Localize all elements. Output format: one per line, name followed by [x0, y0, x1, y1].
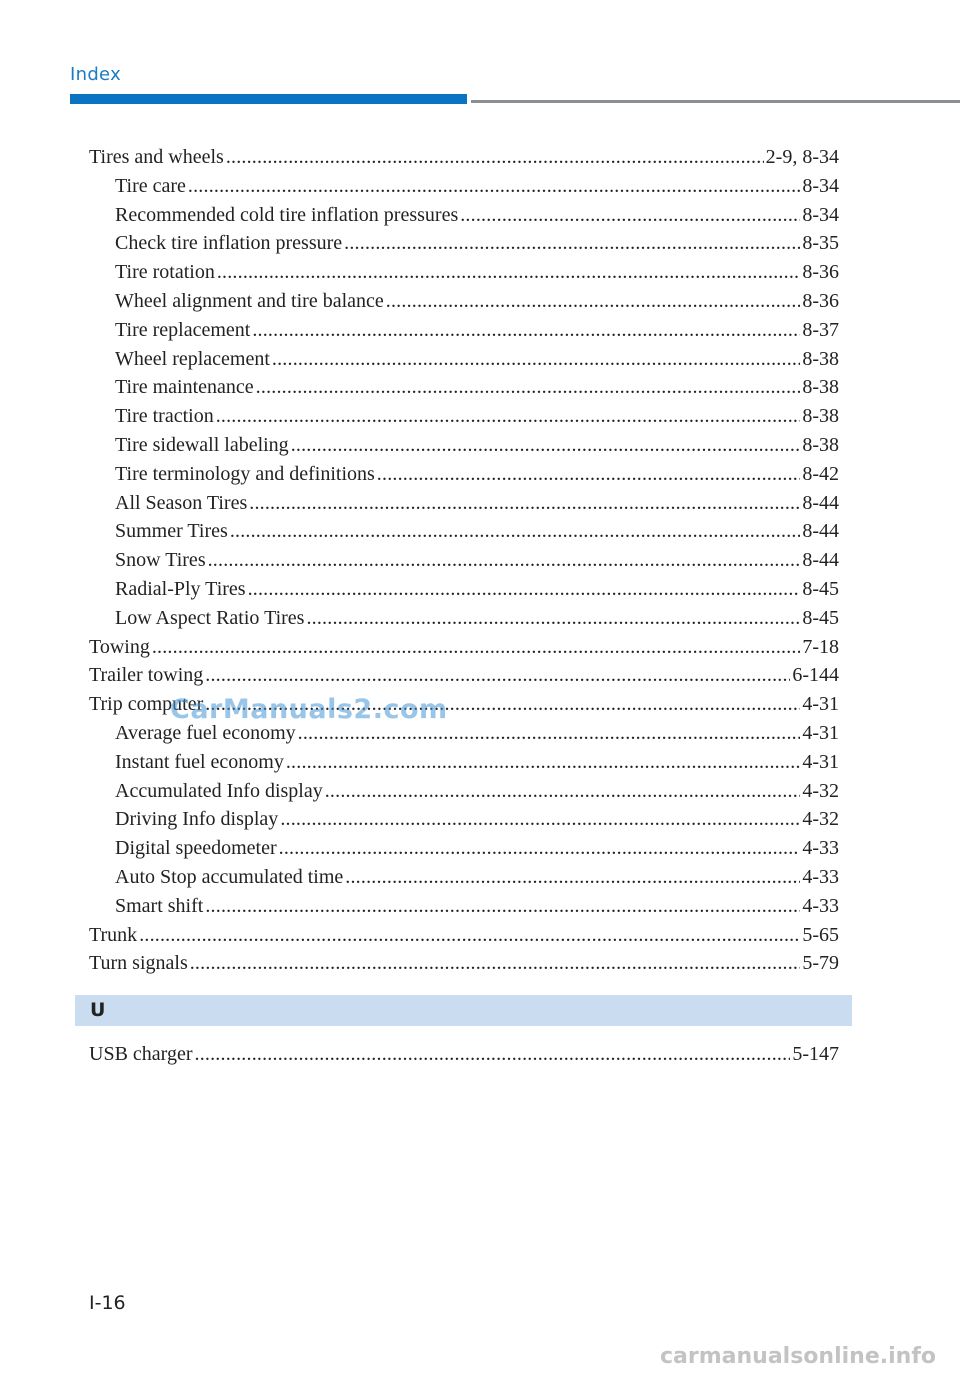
entry-label: Tire care	[115, 174, 186, 197]
index-entry	[89, 892, 839, 921]
leader-dots	[344, 229, 800, 258]
index-entry	[89, 546, 839, 575]
leader-dots	[208, 546, 801, 575]
leader-dots	[230, 517, 801, 546]
index-entry	[89, 172, 839, 201]
leader-dots	[386, 287, 801, 316]
index-entry	[89, 575, 839, 604]
entry-page: 4-32	[802, 808, 839, 831]
index-entry	[89, 777, 839, 806]
index-entry	[89, 604, 839, 633]
entry-label: Snow Tires	[115, 549, 206, 572]
entry-label: Tires and wheels	[89, 146, 224, 168]
entry-label: Tire maintenance	[115, 376, 254, 399]
index-entry	[89, 229, 839, 258]
leader-dots	[377, 460, 801, 489]
index-entry	[89, 201, 839, 230]
leader-dots	[205, 892, 800, 921]
index-entry	[89, 863, 839, 892]
entry-label: Digital speedometer	[115, 837, 277, 860]
index-entry	[89, 517, 839, 546]
entry-page: 4-32	[802, 779, 839, 802]
leader-dots	[286, 748, 800, 777]
header-bar-gray	[471, 100, 960, 103]
entry-label: Trailer towing	[89, 664, 204, 687]
leader-dots	[248, 575, 801, 604]
index-entry	[89, 921, 839, 950]
entry-page: 8-44	[802, 549, 839, 572]
index-entry	[89, 287, 839, 316]
header-title: Index	[70, 64, 122, 85]
entry-page: 4-31	[802, 750, 839, 773]
leader-dots	[139, 921, 800, 950]
entry-label: Radial-Ply Tires	[115, 577, 246, 600]
entry-label: USB charger	[89, 1043, 193, 1065]
leader-dots	[291, 431, 801, 460]
index-list	[89, 143, 839, 978]
entry-page: 8-45	[802, 577, 839, 600]
entry-page: 8-44	[802, 491, 839, 514]
entry-page: 8-38	[802, 347, 839, 370]
section-letter: U	[90, 999, 106, 1021]
leader-dots	[188, 172, 800, 201]
leader-dots	[279, 834, 801, 863]
entry-label: Average fuel economy	[115, 721, 296, 744]
index-entry	[89, 633, 839, 662]
entry-page: 8-44	[802, 520, 839, 543]
entry-page: 6-144	[792, 664, 839, 687]
leader-dots	[272, 345, 800, 374]
entry-label: Trunk	[89, 923, 138, 946]
entry-label: Instant fuel economy	[115, 750, 284, 773]
leader-dots	[325, 777, 801, 806]
leader-dots	[460, 201, 800, 230]
entry-label: Auto Stop accumulated time	[115, 865, 344, 888]
leader-dots	[256, 373, 801, 402]
index-entry	[89, 431, 839, 460]
entry-page: 8-42	[802, 462, 839, 485]
index-entry	[89, 661, 839, 690]
entry-page: 8-34	[802, 174, 839, 197]
leader-dots	[226, 143, 764, 172]
index-entry	[89, 949, 839, 978]
leader-dots	[190, 949, 801, 978]
entry-label: Tire sidewall labeling	[115, 433, 289, 456]
index-entry	[89, 316, 839, 345]
entry-label: Low Aspect Ratio Tires	[115, 606, 305, 629]
leader-dots	[216, 402, 801, 431]
entry-page: 2-9, 8-34	[765, 146, 839, 168]
leader-dots	[152, 633, 801, 662]
leader-dots	[205, 661, 790, 690]
entry-label: Towing	[89, 635, 150, 658]
leader-dots	[195, 1040, 791, 1069]
leader-dots	[249, 489, 800, 518]
entry-page: 8-45	[802, 606, 839, 629]
entry-page: 4-33	[802, 837, 839, 860]
index-entry	[89, 402, 839, 431]
section-header-u	[75, 995, 852, 1026]
entry-label: Tire rotation	[115, 261, 215, 284]
entry-page: 8-38	[802, 405, 839, 428]
entry-label: Check tire inflation pressure	[115, 232, 343, 255]
entry-label: Accumulated Info display	[115, 779, 323, 802]
index-entry	[89, 1040, 839, 1069]
index-entry	[89, 143, 839, 172]
entry-page: 7-18	[802, 635, 839, 658]
entry-label: Driving Info display	[115, 808, 279, 831]
entry-page: 8-35	[802, 232, 839, 255]
entry-label: Recommended cold tire inflation pressures	[115, 203, 459, 226]
entry-page: 4-31	[802, 721, 839, 744]
index-list-u	[89, 1040, 839, 1069]
entry-page: 5-65	[802, 923, 839, 946]
index-entry	[89, 489, 839, 518]
index-entry	[89, 748, 839, 777]
entry-page: 8-36	[802, 289, 839, 312]
leader-dots	[252, 316, 800, 345]
leader-dots	[217, 258, 801, 287]
index-entry	[89, 460, 839, 489]
entry-page: 8-34	[802, 203, 839, 226]
index-entry	[89, 834, 839, 863]
entry-label: Turn signals	[89, 952, 188, 975]
index-entry	[89, 805, 839, 834]
entry-page: 8-38	[802, 433, 839, 456]
entry-label: Smart shift	[115, 894, 204, 917]
header-bar-blue	[70, 94, 467, 104]
entry-label: Wheel alignment and tire balance	[115, 289, 384, 312]
index-entry	[89, 345, 839, 374]
entry-label: Tire replacement	[115, 318, 251, 341]
entry-label: All Season Tires	[115, 491, 248, 514]
entry-page: 5-147	[792, 1043, 839, 1065]
leader-dots	[280, 805, 800, 834]
entry-page: 4-31	[802, 693, 839, 716]
leader-dots	[345, 863, 800, 892]
index-entry	[89, 258, 839, 287]
watermark-carmanuals2: CarManuals2.com	[170, 694, 448, 725]
page-number: I-16	[89, 1292, 126, 1314]
entry-label: Wheel replacement	[115, 347, 270, 370]
entry-label: Summer Tires	[115, 520, 228, 543]
entry-label: Tire traction	[115, 405, 214, 428]
index-entry	[89, 373, 839, 402]
entry-page: 4-33	[802, 865, 839, 888]
entry-label: Tire terminology and definitions	[115, 462, 375, 485]
entry-page: 8-38	[802, 376, 839, 399]
entry-page: 8-37	[802, 318, 839, 341]
watermark-carmanualsonline: carmanualsonline.info	[660, 1344, 936, 1369]
entry-page: 4-33	[802, 894, 839, 917]
entry-label: Trip computer	[89, 693, 204, 716]
entry-page: 5-79	[802, 952, 839, 975]
leader-dots	[306, 604, 800, 633]
entry-page: 8-36	[802, 261, 839, 284]
